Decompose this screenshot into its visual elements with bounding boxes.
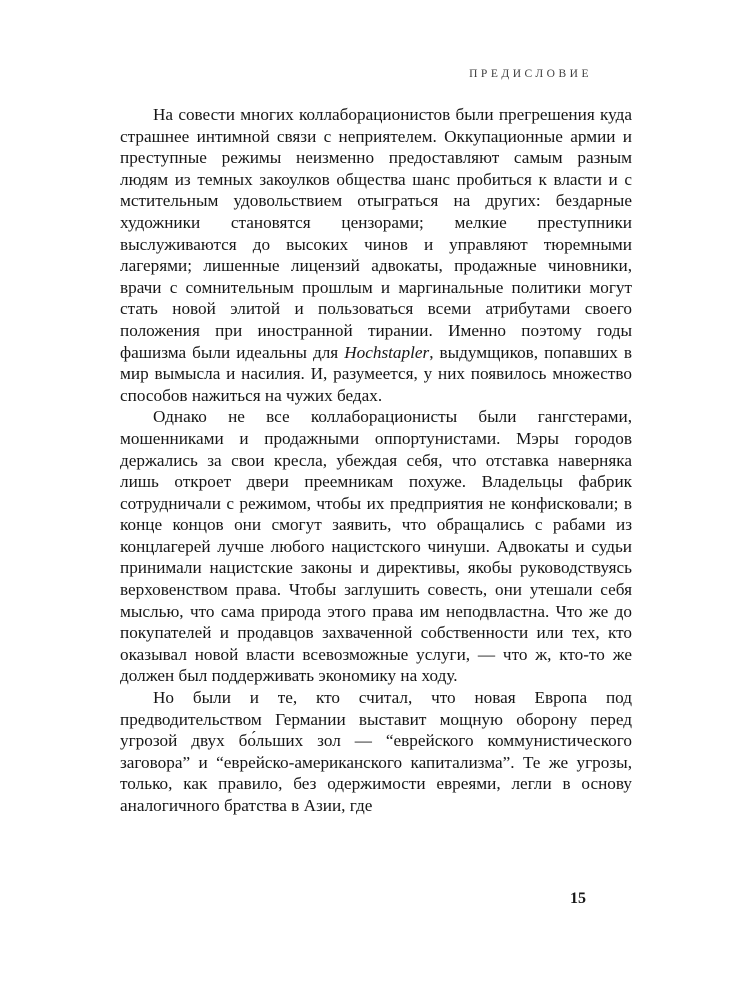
- text-run: Однако не все коллаборационисты были гангстерами, мошенниками и продажными оппортунистами. Мэры городов держались за свои кресла, убеждая себя, что отставка наверняка лишь откроет двери преемникам похуже. Владельцы фабрик сотрудничали с режимом, чтобы их предприятия не конфисковали; в конце концов они смогут заявить, что обращались с рабами из концлагерей лучше любого нацистского чинуши. Адвокаты и судьи принимали нацистские законы и директивы, якобы руководствуясь верховенством права. Чтобы заглушить совесть, они утешали себя мыслью, что сама природа этого права им неподвластна. Что же до покупателей и продавцов захваченной собственности или тех, кто оказывал новой власти всевозможные услуги, — что ж, кто-то же должен был поддерживать экономику на ходу.: [120, 407, 632, 686]
- paragraph: [120, 687, 632, 817]
- running-head: ПРЕДИСЛОВИЕ: [469, 68, 592, 80]
- italic-term: Hochstapler: [344, 342, 430, 362]
- paragraph: [120, 104, 632, 406]
- text-run: На совести многих коллаборационистов были прегрешения куда страшнее интимной связи с неприятелем. Оккупационные армии и преступные режимы неизменно предоставляют самым разным людям из темных закоулков общества шанс пробиться к власти и с мстительным удовольствием отыграться на других: бездарные художники становятся цензорами; мелкие преступники выслуживаются до высоких чинов и управляют тюремными лагерями; лишенные лицензий адвокаты, продажные чиновники, врачи с сомнительным прошлым и маргинальные политики могут стать новой элитой и пользоваться всеми атрибутами своего положения при иностранной тирании. Именно поэтому годы фашизма были идеальны для: [120, 105, 632, 362]
- text-run: Но были и те, кто считал, что новая Европа под предводительством Германии выставит мощную оборону перед угрозой двух бо́льших зол — “еврейского коммунистического заговора” и “еврейско-американского капитализма”. Те же угрозы, только, как правило, без одержимости евреями, легли в основу аналогичного братства в Азии, где: [120, 688, 632, 815]
- text-run: , выдумщиков, попавших в мир вымысла и насилия. И, разумеется, у них появилось множество способов нажиться на чужих бедах.: [120, 342, 632, 405]
- paragraph: [120, 406, 632, 687]
- page-number: 15: [570, 890, 586, 907]
- body-text: [120, 104, 632, 817]
